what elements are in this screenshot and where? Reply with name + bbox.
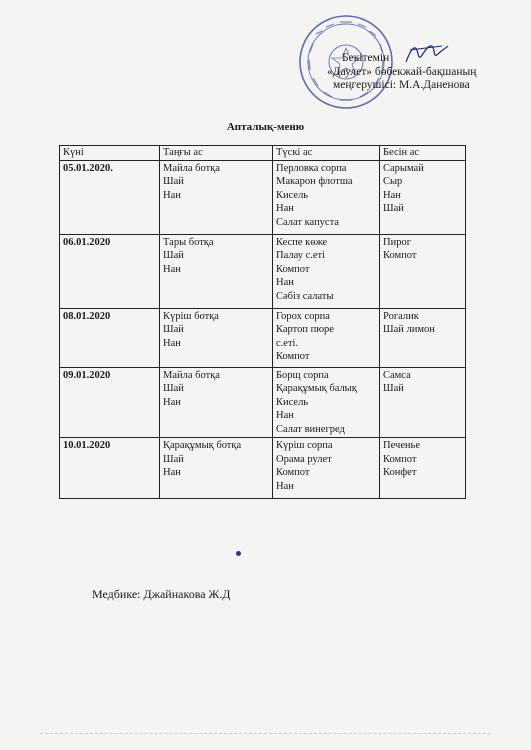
lunch-item: Салат винегред	[276, 423, 345, 435]
snack-item: Сарымай	[383, 162, 424, 174]
lunch-item: Салат капуста	[276, 216, 339, 228]
breakfast-item: Қарақұмық ботқа	[163, 440, 242, 451]
table-header-row	[60, 146, 466, 161]
breakfast-cell	[160, 308, 273, 367]
weekly-menu-table	[59, 145, 466, 499]
breakfast-cell	[160, 160, 273, 234]
lunch-item: Нан	[276, 410, 294, 421]
lunch-item: Макарон флотша	[276, 176, 353, 187]
lunch-item: Борщ сорпа	[276, 369, 329, 381]
header-day: Күні	[60, 146, 160, 161]
breakfast-cell	[160, 234, 273, 308]
lunch-item: Горох сорпа	[276, 310, 330, 322]
lunch-item: Компот	[276, 263, 310, 275]
snack-item: Компот	[383, 453, 417, 465]
nurse-signature-line: Медбике: Джайнакова Ж.Д	[92, 587, 231, 601]
snack-item: Самса	[383, 369, 411, 381]
lunch-item: Палау с.еті	[276, 250, 326, 261]
snack-item: Нан	[383, 189, 401, 201]
snack-item: Шай	[383, 203, 404, 214]
lunch-item: Күріш сорпа	[276, 440, 333, 451]
snack-item: Рогалик	[383, 310, 419, 322]
lunch-item: Орама рулет	[276, 453, 332, 465]
snack-cell	[380, 234, 466, 308]
breakfast-item: Шай	[163, 324, 184, 335]
lunch-item: Компот	[276, 351, 310, 362]
snack-item: Печенье	[383, 440, 420, 451]
date-cell: 05.01.2020.	[60, 160, 160, 234]
breakfast-item: Нан	[163, 189, 181, 201]
snack-cell	[380, 160, 466, 234]
header-snack: Бесін ас	[380, 146, 466, 161]
breakfast-item: Шай	[163, 176, 184, 187]
approval-line-1: Бекітемін	[342, 52, 390, 64]
lunch-item: Нан	[276, 277, 294, 288]
breakfast-item: Шай	[163, 383, 184, 394]
lunch-cell	[273, 308, 380, 367]
lunch-item: Картоп пюре	[276, 324, 334, 335]
lunch-item: Сәбіз салаты	[276, 290, 334, 302]
date-cell: 09.01.2020	[60, 367, 160, 438]
table-row	[60, 308, 466, 367]
date-cell: 06.01.2020	[60, 234, 160, 308]
breakfast-item: Шай	[163, 453, 184, 465]
breakfast-item: Шай	[163, 250, 184, 261]
lunch-cell	[273, 234, 380, 308]
date-cell: 10.01.2020	[60, 438, 160, 499]
lunch-item: Кисель	[276, 396, 309, 408]
table-row	[60, 438, 466, 499]
snack-cell	[380, 438, 466, 499]
snack-item: Шай	[383, 383, 404, 394]
snack-item: Сыр	[383, 176, 403, 187]
approval-block	[300, 52, 520, 93]
lunch-item: Қарақұмық балық	[276, 383, 357, 394]
breakfast-cell	[160, 438, 273, 499]
header-lunch: Түскі ас	[273, 146, 380, 161]
date-cell: 08.01.2020	[60, 308, 160, 367]
header-breakfast: Таңғы ас	[160, 146, 273, 161]
lunch-item: Компот	[276, 467, 310, 478]
snack-item: Компот	[383, 250, 417, 261]
breakfast-item: Күріш ботқа	[163, 310, 219, 322]
approval-line-2: «Даулет» бөбекжай-бақшаның	[327, 65, 477, 78]
breakfast-item: Нан	[163, 337, 181, 349]
breakfast-item: Нан	[163, 396, 181, 408]
divider	[40, 733, 491, 735]
snack-cell	[380, 308, 466, 367]
breakfast-item: Майла ботқа	[163, 162, 220, 174]
table-row	[60, 234, 466, 308]
breakfast-item: Тары ботқа	[163, 236, 214, 248]
lunch-cell	[273, 438, 380, 499]
breakfast-cell	[160, 367, 273, 438]
breakfast-item: Майла ботқа	[163, 369, 220, 381]
snack-cell	[380, 367, 466, 438]
ink-dot	[236, 551, 241, 556]
lunch-item: Кеспе көже	[276, 236, 328, 248]
lunch-item: Нан	[276, 480, 294, 492]
snack-item: Пирог	[383, 236, 412, 248]
lunch-item: с.еті.	[276, 337, 299, 349]
lunch-item: Перловка сорпа	[276, 162, 347, 174]
table-row	[60, 160, 466, 234]
lunch-cell	[273, 160, 380, 234]
lunch-cell	[273, 367, 380, 438]
lunch-item: Кисель	[276, 189, 309, 201]
lunch-item: Нан	[276, 203, 294, 214]
approval-line-3: меңгерушісі: М.А.Даненова	[333, 79, 470, 91]
breakfast-item: Нан	[163, 467, 181, 478]
snack-item: Шай лимон	[383, 324, 435, 335]
breakfast-item: Нан	[163, 263, 181, 275]
table-row	[60, 367, 466, 438]
snack-item: Конфет	[383, 467, 417, 478]
page-title: Апталық-меню	[226, 121, 305, 133]
